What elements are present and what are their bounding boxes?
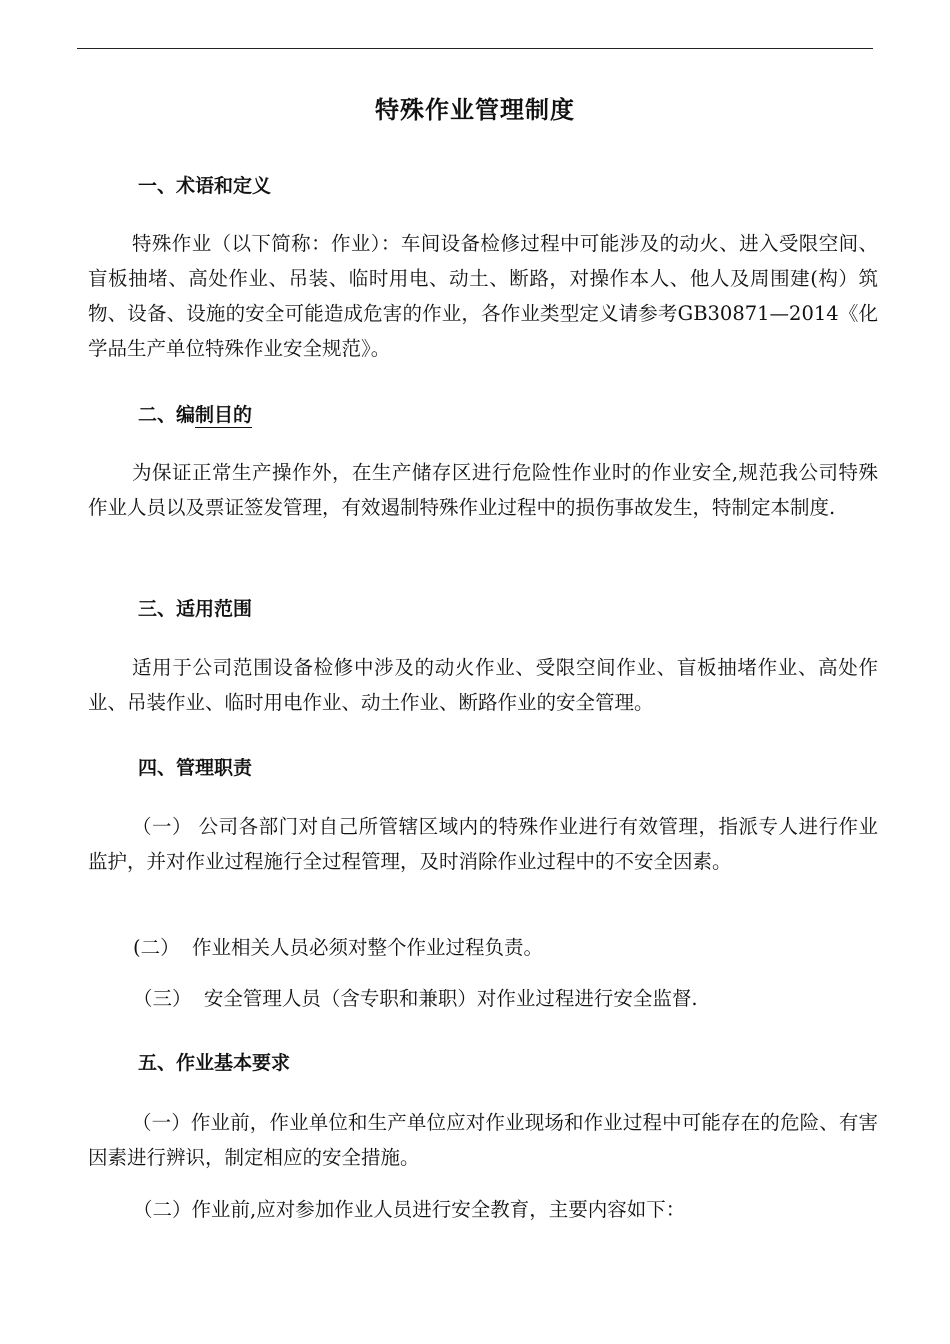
document-title: 特殊作业管理制度 <box>375 96 575 124</box>
section-4-item-2: (二） 作业相关人员必须对整个作业过程负责。 <box>133 936 544 959</box>
section-5-item-1: （一）作业前，作业单位和生产单位应对作业现场和作业过程中可能存在的危险、有害因素进行辨识，制定相应的安全措施。 <box>88 1111 878 1169</box>
section-4-item-1: （一） 公司各部门对自己所管辖区域内的特殊作业进行有效管理，指派专人进行作业监护，并对作业过程施行全过程管理，及时消除作业过程中的不安全因素。 <box>88 815 878 873</box>
section-heading-3: 三、适用范围 <box>138 598 253 620</box>
section-heading-5: 五、作业基本要求 <box>138 1052 291 1074</box>
section-heading-2 <box>138 400 252 427</box>
section-heading-1: 一、术语和定义 <box>138 175 272 197</box>
section-5-item-2: （二）作业前,应对参加作业人员进行安全教育，主要内容如下： <box>133 1198 686 1221</box>
header-rule <box>77 48 873 49</box>
section-3-paragraph: 适用于公司范围设备检修中涉及的动火作业、受限空间作业、盲板抽堵作业、高处作业、吊装作业、临时用电作业、动土作业、断路作业的安全管理。 <box>88 656 878 714</box>
section-heading-4: 四、管理职责 <box>138 757 253 779</box>
section-1-paragraph: 特殊作业（以下简称：作业）：车间设备检修过程中可能涉及的动火、进入受限空间、盲板抽堵、高处作业、吊装、临时用电、动土、断路，对操作本人、他人及周围建(构）筑物、设备、设施的安全可能造成危害的作业，各作业类型定义请参考GB30871—2014《化学品生产单位特殊作业安全规范》。 <box>88 232 878 360</box>
section-2-paragraph: 为保证正常生产操作外，在生产储存区进行危险性作业时的作业安全,规范我公司特殊作业人员以及票证签发管理，有效遏制特殊作业过程中的损伤事故发生，特制定本制度. <box>88 461 878 519</box>
section-4-item-3: （三） 安全管理人员（含专职和兼职）对作业过程进行安全监督. <box>133 987 698 1010</box>
section-heading-2-prefix: 二、编 <box>138 404 196 426</box>
section-heading-2-underlined: 制目的 <box>195 404 253 426</box>
